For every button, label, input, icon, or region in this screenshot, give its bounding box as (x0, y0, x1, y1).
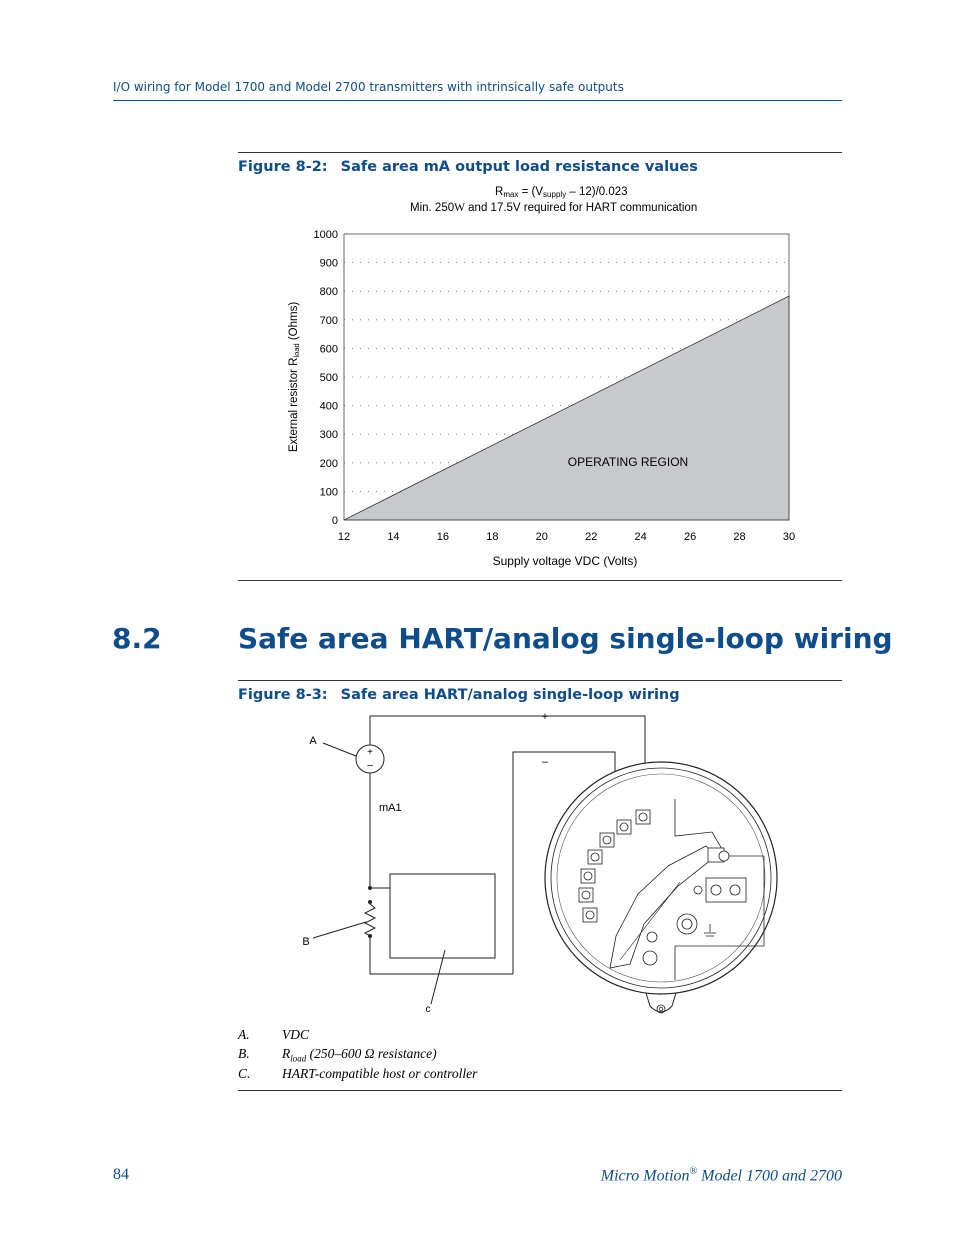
formula-mid: = (V (518, 186, 544, 198)
y-tick-label: 600 (319, 343, 338, 356)
note-suffix: and 17.5V required for HART communication (464, 202, 698, 214)
y-tick-label: 700 (319, 314, 338, 327)
x-tick-label: 18 (486, 531, 499, 543)
hart-host-box (390, 874, 495, 958)
y-axis-label (288, 302, 301, 452)
footer-title (601, 1166, 842, 1185)
figure-8-3-number: Figure 8-3: (238, 687, 328, 703)
ylabel-prefix: External resistor R (288, 357, 300, 453)
figure-8-3-top-rule (238, 680, 842, 681)
label-minus: – (541, 756, 549, 768)
resistor-node-bottom (368, 934, 372, 938)
y-tick-label: 500 (319, 372, 338, 384)
y-tick-label: 900 (319, 257, 338, 270)
x-tick-label: 26 (683, 531, 697, 543)
leader-a (323, 743, 356, 756)
legend-text-b-sub: load (290, 1053, 307, 1064)
leader-b (313, 922, 366, 938)
x-tick-label: 20 (535, 531, 548, 543)
ylabel-sub: load (292, 343, 301, 358)
label-c: c (425, 1004, 431, 1015)
source-minus: – (367, 760, 373, 771)
legend-text-c: HART-compatible host or controller (282, 1066, 478, 1081)
figure-8-3-bottom-rule (238, 1090, 842, 1091)
x-tick-label: 28 (733, 531, 746, 543)
legend-item-a (238, 1027, 309, 1043)
legend-key-b: B. (238, 1046, 250, 1061)
label-b: B (302, 936, 310, 948)
x-tick-label: 30 (782, 531, 796, 543)
formula-r-sub: max (503, 190, 519, 199)
section-number: 8.2 (112, 622, 162, 655)
formula-r: R (495, 186, 504, 198)
figure-8-3-caption (238, 687, 680, 703)
legend-text-b-rest: (250–600 Ω resistance) (306, 1046, 437, 1061)
legend-item-c (238, 1066, 477, 1082)
label-ma1: mA1 (379, 802, 402, 814)
header-rule (113, 100, 842, 101)
figure-8-2-top-rule (238, 152, 842, 153)
resistor-return-wire (370, 944, 513, 974)
x-axis-label: Supply voltage VDC (Volts) (492, 554, 638, 568)
formula-end: – 12)/0.023 (566, 186, 628, 198)
x-tick-label: 24 (634, 531, 647, 543)
footer-reg: ® (689, 1166, 698, 1177)
note-prefix: Min. 250 (410, 202, 455, 214)
loop-node (368, 886, 372, 890)
ylabel-suffix: (Ohms) (288, 301, 300, 344)
figure-8-2-caption (238, 159, 698, 175)
page-number: 84 (113, 1166, 129, 1183)
chart-note (410, 202, 697, 214)
legend-item-b (238, 1046, 437, 1064)
y-axis-ticks (314, 229, 338, 527)
footer-model: Model 1700 and 2700 (697, 1167, 842, 1185)
operating-region-label: OPERATING REGION (567, 455, 689, 469)
label-plus: + (541, 711, 549, 723)
x-tick-label: 12 (337, 531, 351, 543)
wiring-diagram (238, 706, 842, 1026)
resistor-node-top (368, 900, 372, 904)
label-a: A (309, 735, 317, 747)
y-tick-label: 100 (319, 486, 338, 499)
x-tick-label: 16 (436, 531, 450, 543)
figure-8-2-number: Figure 8-2: (238, 159, 328, 175)
figure-8-2-bottom-rule (238, 580, 842, 581)
running-header: I/O wiring for Model 1700 and Model 2700 transmitters with intrinsically safe outputs (113, 80, 624, 94)
x-tick-label: 14 (387, 531, 400, 543)
figure-8-2-title: Safe area mA output load resistance values (340, 159, 698, 175)
y-tick-label: 300 (319, 429, 338, 442)
operating-region-area (344, 296, 789, 520)
formula-v-sub: supply (543, 190, 567, 199)
transmitter-housing-icon (545, 762, 777, 1013)
legend-text-b-r: R (282, 1046, 291, 1061)
y-tick-label: 800 (319, 286, 338, 299)
legend-text-a: VDC (282, 1027, 309, 1042)
x-axis-ticks (338, 531, 795, 543)
figure-8-3-title: Safe area HART/analog single-loop wiring (340, 687, 680, 703)
x-tick-label: 22 (585, 531, 598, 543)
legend-key-a: A. (238, 1027, 250, 1042)
y-tick-label: 1000 (313, 229, 338, 241)
chart-formula (495, 186, 628, 199)
source-plus: + (367, 747, 373, 758)
load-resistance-chart (238, 178, 842, 578)
legend-key-c: C. (238, 1066, 251, 1081)
footer-brand: Micro Motion (600, 1167, 690, 1185)
note-ohm: W (454, 202, 465, 214)
y-tick-label: 400 (319, 400, 338, 413)
y-tick-label: 0 (331, 515, 338, 527)
y-tick-label: 200 (319, 457, 338, 470)
section-title: Safe area HART/analog single-loop wiring (238, 622, 893, 655)
